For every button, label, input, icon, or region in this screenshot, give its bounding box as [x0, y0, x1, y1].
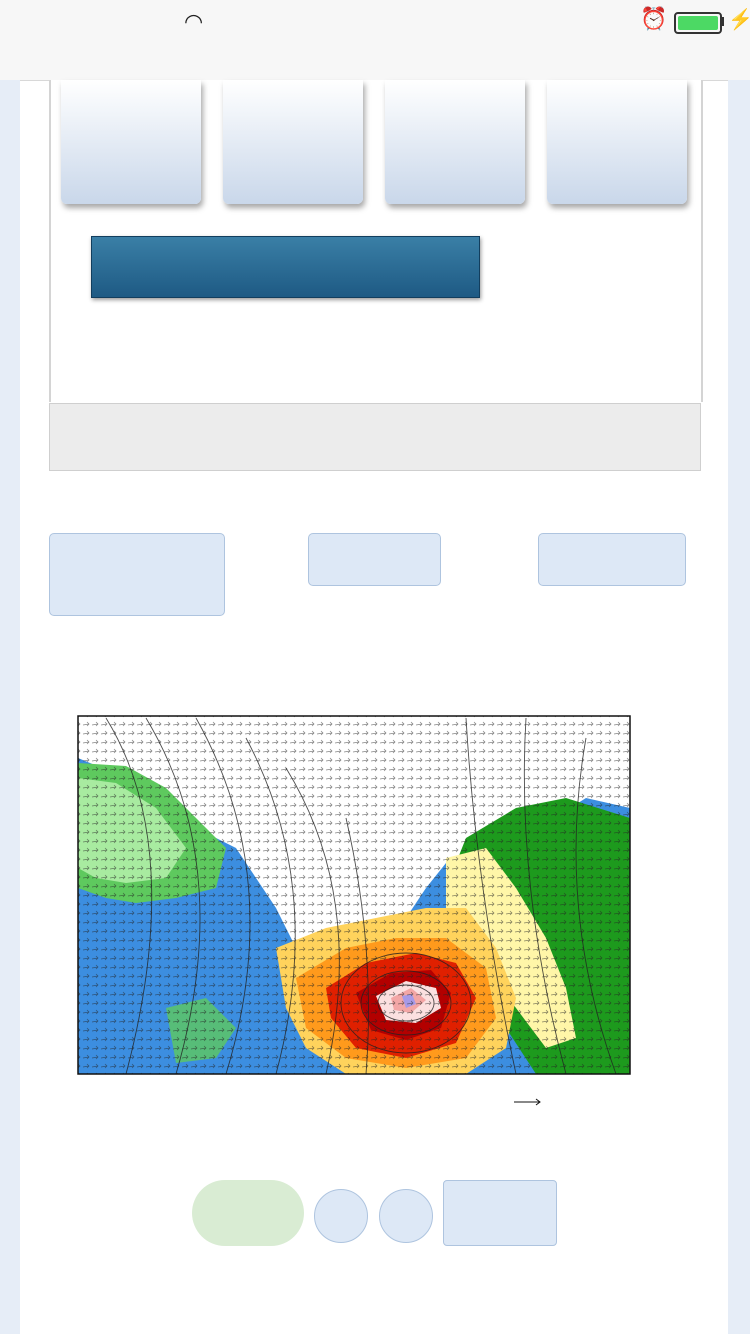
charging-icon: ⚡ — [728, 9, 753, 31]
battery-icon — [674, 12, 722, 34]
alarm-icon: ⏰ — [640, 6, 668, 31]
previous-frame-button[interactable] — [314, 1189, 368, 1243]
play-button[interactable] — [443, 1180, 557, 1246]
map-plot — [46, 648, 706, 1148]
collection-button[interactable] — [538, 533, 686, 586]
forecast-map-image — [46, 648, 706, 1148]
overlays-button[interactable] — [308, 533, 441, 586]
live-button[interactable] — [192, 1180, 304, 1246]
tile-80m-winds[interactable] — [547, 80, 687, 204]
back-to-region-button[interactable] — [91, 236, 480, 298]
page-label-bar — [49, 403, 701, 471]
wifi-icon: ◠ — [184, 9, 204, 34]
narrow-filter — [91, 298, 651, 362]
tile-wind-chill[interactable] — [61, 80, 201, 204]
browser-status-bar — [0, 0, 753, 81]
page-margin-right — [728, 80, 750, 1334]
add-bookmark-button[interactable] — [49, 533, 225, 616]
page-margin-left — [0, 80, 20, 1334]
tile-925mb-hgt-temp[interactable] — [223, 80, 363, 204]
next-frame-button[interactable] — [379, 1189, 433, 1243]
tile-heat-index[interactable] — [385, 80, 525, 204]
